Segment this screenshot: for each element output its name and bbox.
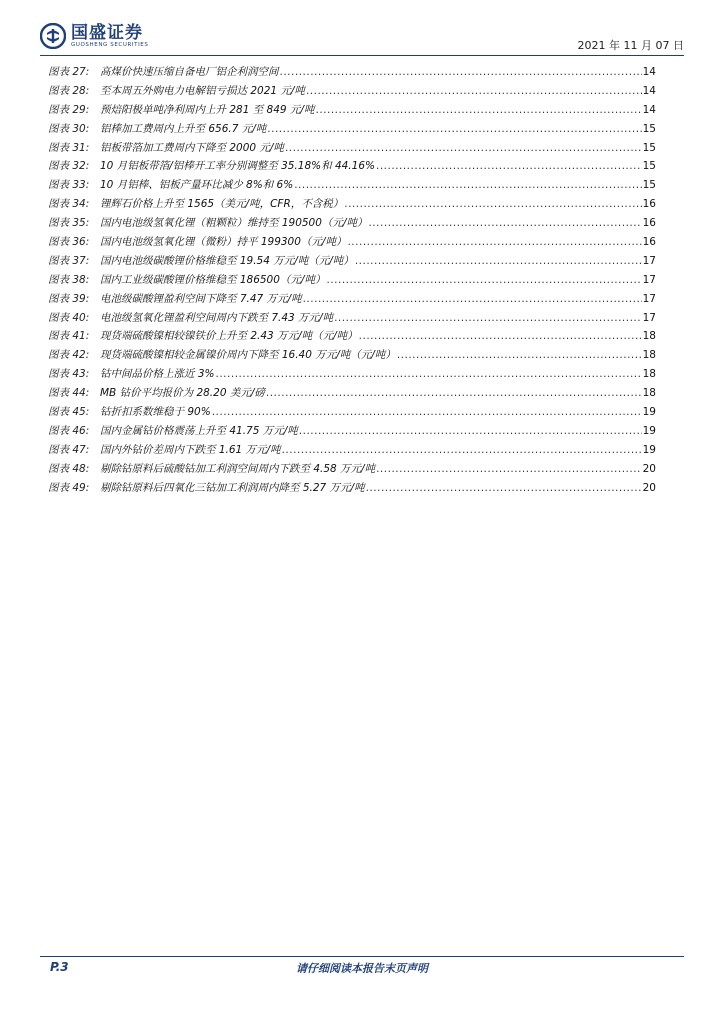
toc-entry-title: 10 月铝棒、铝板产量环比减少 8%和 6% (100, 179, 294, 192)
toc-dot-leader (334, 309, 642, 328)
toc-entry-label: 图表 34: (48, 198, 90, 211)
toc-entry[interactable] (48, 441, 656, 460)
report-date: 2021 年 11 月 07 日 (577, 39, 684, 52)
toc-entry-label: 图表 35: (48, 217, 90, 230)
toc-entry[interactable] (48, 290, 656, 309)
toc-entry[interactable] (48, 365, 656, 384)
toc-entry-label: 图表 27: (48, 66, 90, 78)
toc-entry-page: 18 (642, 368, 656, 381)
toc-entry[interactable] (48, 327, 656, 346)
toc-entry-page: 14 (642, 66, 656, 78)
toc-entry-title: 钴折扣系数维稳于 90% (100, 406, 211, 419)
footer-divider (40, 956, 684, 957)
toc-dot-leader (355, 252, 642, 271)
toc-dot-leader (366, 479, 642, 498)
toc-entry[interactable] (48, 309, 656, 328)
toc-dot-leader (212, 403, 642, 422)
toc-dot-leader (303, 290, 642, 309)
toc-entry[interactable] (48, 101, 656, 120)
toc-dot-leader (294, 176, 641, 195)
toc-entry-title: 至本周五外购电力电解铝亏损达 2021 元/吨 (100, 84, 305, 97)
toc-entry-label: 图表 44: (48, 387, 90, 400)
toc-entry-page: 15 (642, 179, 656, 192)
toc-dot-leader (285, 139, 642, 158)
toc-dot-leader (326, 271, 641, 290)
toc-entry[interactable] (48, 271, 656, 290)
toc-entry-page: 15 (642, 141, 656, 154)
toc-entry-page: 20 (642, 462, 656, 475)
logo-icon (40, 23, 66, 49)
toc-entry-title: 国内电池级碳酸锂价格维稳至 19.54 万元/吨（元/吨） (100, 254, 354, 267)
company-logo (40, 22, 148, 50)
toc-entry-label: 图表 49: (48, 481, 90, 494)
toc-entry[interactable] (48, 403, 656, 422)
toc-dot-leader (299, 422, 642, 441)
toc-dot-leader (315, 101, 641, 120)
toc-entry[interactable] (48, 214, 656, 233)
toc-dot-leader (266, 384, 642, 403)
toc-entry[interactable] (48, 120, 656, 139)
toc-entry-label: 图表 32: (48, 160, 90, 173)
toc-entry-page: 20 (642, 481, 656, 494)
toc-entry-label: 图表 41: (48, 330, 90, 343)
toc-entry-page: 19 (642, 424, 656, 437)
toc-entry-label: 图表 33: (48, 179, 90, 192)
toc-entry-label: 图表 47: (48, 443, 90, 456)
toc-entry[interactable] (48, 176, 656, 195)
toc-entry-page: 16 (642, 217, 656, 230)
toc-entry-title: 国内电池级氢氧化锂（粗颗粒）维持至 190500（元/吨） (100, 217, 368, 230)
toc-entry-page: 14 (642, 103, 656, 116)
toc-entry-title: 国内外钴价差周内下跌至 1.61 万元/吨 (100, 443, 281, 456)
toc-entry-label: 图表 30: (48, 122, 90, 135)
toc-entry-page: 14 (642, 84, 656, 97)
page-header (0, 0, 724, 60)
toc-entry-page: 18 (642, 330, 656, 343)
toc-dot-leader (216, 365, 642, 384)
toc-dot-leader (267, 120, 641, 139)
toc-dot-leader (347, 233, 641, 252)
toc-dot-leader (282, 441, 642, 460)
toc-entry-label: 图表 40: (48, 311, 90, 324)
toc-entry-page: 16 (642, 198, 656, 211)
toc-entry[interactable] (48, 422, 656, 441)
toc-entry-title: 剔除钴原料后四氧化三钴加工利润周内降至 5.27 万元/吨 (100, 481, 365, 494)
figure-list (48, 63, 656, 497)
toc-entry-title: 预焙阳极单吨净利周内上升 281 至 849 元/吨 (100, 103, 315, 116)
toc-entry-title: 10 月铝板带箔/铝棒开工率分别调整至 35.18%和 44.16% (100, 160, 375, 173)
toc-entry-title: 剔除钴原料后硫酸钴加工利润空间周内下跌至 4.58 万元/吨 (100, 462, 376, 475)
toc-dot-leader (359, 327, 642, 346)
toc-entry-page: 19 (642, 443, 656, 456)
toc-entry[interactable] (48, 157, 656, 176)
toc-entry-page: 15 (642, 122, 656, 135)
toc-entry-title: 高煤价快速压缩自备电厂铝企利润空间 (100, 66, 279, 78)
toc-dot-leader (376, 460, 642, 479)
toc-entry-page: 15 (642, 160, 656, 173)
toc-dot-leader (397, 346, 642, 365)
toc-entry-page: 16 (642, 236, 656, 249)
logo-name-en: GUOSHENG SECURITIES (71, 41, 149, 48)
toc-entry-page: 17 (642, 254, 656, 267)
toc-entry[interactable] (48, 479, 656, 498)
toc-entry-title: 国内工业级碳酸锂价格维稳至 186500（元/吨） (100, 273, 326, 286)
toc-entry-page: 18 (642, 349, 656, 362)
toc-entry[interactable] (48, 384, 656, 403)
toc-entry-label: 图表 38: (48, 273, 90, 286)
toc-dot-leader (280, 63, 642, 82)
toc-entry-label: 图表 36: (48, 236, 90, 249)
toc-entry-title: 铝板带箔加工费周内下降至 2000 元/吨 (100, 141, 284, 154)
toc-entry-title: 电池级氢氧化锂盈利空间周内下跌至 7.43 万元/吨 (100, 311, 334, 324)
toc-entry-page: 18 (642, 387, 656, 400)
toc-entry-title: 国内电池级氢氧化锂（微粉）持平 199300（元/吨） (100, 236, 347, 249)
toc-entry-label: 图表 42: (48, 349, 90, 362)
toc-entry-title: 钴中间品价格上涨近 3% (100, 368, 215, 381)
toc-entry-label: 图表 31: (48, 141, 90, 154)
toc-entry-label: 图表 39: (48, 292, 90, 305)
toc-dot-leader (376, 157, 642, 176)
disclaimer-text: 请仔细阅读本报告末页声明 (296, 962, 428, 975)
page-number: P.3 (50, 960, 69, 974)
toc-entry[interactable] (48, 82, 656, 101)
toc-entry-page: 17 (642, 311, 656, 324)
toc-entry-label: 图表 37: (48, 254, 90, 267)
toc-entry-label: 图表 43: (48, 368, 90, 381)
toc-entry[interactable] (48, 233, 656, 252)
toc-entry-page: 17 (642, 292, 656, 305)
toc-entry-label: 图表 28: (48, 84, 90, 97)
toc-entry-label: 图表 29: (48, 103, 90, 116)
toc-entry[interactable] (48, 346, 656, 365)
logo-name-cn: 国盛证券 (71, 22, 143, 43)
toc-entry[interactable] (48, 195, 656, 214)
toc-dot-leader (306, 82, 642, 101)
toc-entry-label: 图表 45: (48, 406, 90, 419)
toc-entry-page: 17 (642, 273, 656, 286)
toc-entry[interactable] (48, 460, 656, 479)
toc-dot-leader (344, 195, 641, 214)
toc-entry-title: 国内金属钴价格震荡上升至 41.75 万元/吨 (100, 424, 298, 437)
header-divider (40, 55, 684, 56)
toc-entry[interactable] (48, 252, 656, 271)
toc-entry-title: 电池级碳酸锂盈利空间下降至 7.47 万元/吨 (100, 292, 302, 305)
toc-entry-title: 铝棒加工费周内上升至 656.7 元/吨 (100, 122, 267, 135)
toc-entry-title: 现货端硫酸镍相较金属镍价周内下降至 16.40 万元/吨（元/吨） (100, 349, 396, 362)
toc-entry[interactable] (48, 63, 656, 82)
toc-entry-page: 19 (642, 406, 656, 419)
toc-entry-label: 图表 46: (48, 424, 90, 437)
toc-dot-leader (368, 214, 641, 233)
toc-entry-label: 图表 48: (48, 462, 90, 475)
toc-entry-title: 锂辉石价格上升至 1565（美元/吨，CFR，不含税） (100, 198, 344, 211)
toc-entry-title: 现货端硫酸镍相较镍铁价上升至 2.43 万元/吨（元/吨） (100, 330, 358, 343)
toc-entry[interactable] (48, 139, 656, 158)
toc-entry-title: MB 钴价平均报价为 28.20 美元/磅 (100, 387, 265, 400)
